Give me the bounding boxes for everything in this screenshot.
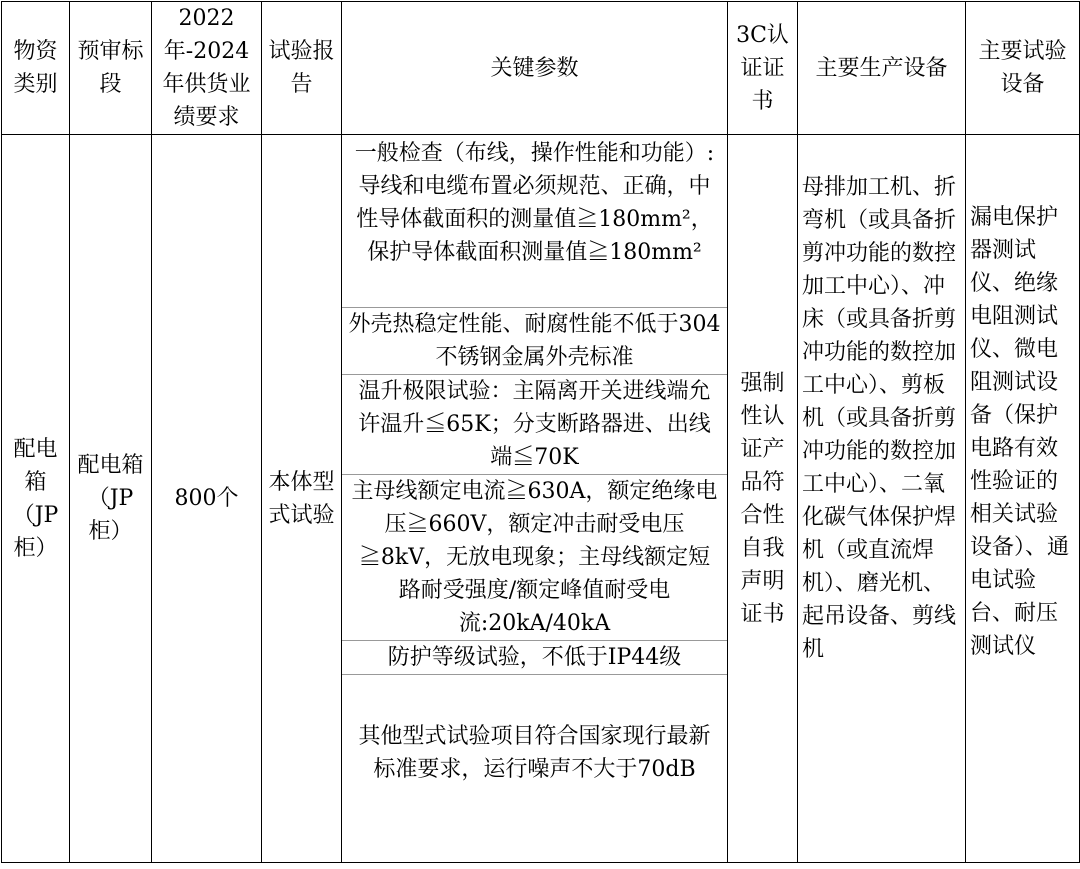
param-5: 防护等级试验，不低于IP44级: [342, 641, 727, 675]
cell-category: 配电箱（JP柜）: [2, 135, 70, 863]
param-6: 其他型式试验项目符合国家现行最新标准要求，运行噪声不大于70dB: [358, 724, 711, 782]
header-section: 预审标段: [70, 2, 152, 135]
param-4: 主母线额定电流≧630A，额定绝缘电压≧660V，额定冲击耐受电压≧8kV，无放电现象；主母线额定短路耐受强度/额定峰值耐受电流:20kA/40kA: [342, 475, 727, 641]
param-3: 温升极限试验：主隔离开关进线端允许温升≦65K；分支断路器进、出线端≦70K: [342, 375, 727, 475]
param-2: 外壳热稳定性能、耐腐性能不低于304不锈钢金属外壳标准: [342, 308, 727, 375]
header-test-equipment: 主要试验设备: [966, 2, 1080, 135]
cell-quantity: 800个: [152, 135, 262, 863]
cell-test-report: 本体型式试验: [262, 135, 342, 863]
param-1: [342, 135, 727, 308]
cell-3c-cert: 强制性认证产品符合性自我声明证书: [728, 135, 798, 863]
header-production-equipment: 主要生产设备: [798, 2, 966, 135]
cell-key-params: [342, 135, 728, 863]
header-category: 物资类别: [2, 2, 70, 135]
header-performance: 2022年-2024年供货业绩要求: [152, 2, 262, 135]
table-row: [2, 135, 1080, 863]
header-row: [2, 2, 1080, 135]
header-3c-cert: 3C认证证书: [728, 2, 798, 135]
param-1-text: 一般检查（布线，操作性能和功能）:导线和电缆布置必须规范、正确，中性导体截面积的测量值≧180mm²，保护导体截面积测量值≧180mm²: [354, 141, 715, 265]
cell-section: 配电箱（JP柜）: [70, 135, 152, 863]
cell-test-equipment: 漏电保护器测试仪、绝缘电阻测试仪、微电阻测试设备（保护电路有效性验证的相关试验设备）、通电试验台、耐压测试仪: [966, 135, 1080, 863]
header-test-report: 试验报告: [262, 2, 342, 135]
cell-production-equipment: 母排加工机、折弯机（或具备折剪冲功能的数控加工中心）、冲床（或具备折剪冲功能的数控加工中心）、剪板机（或具备折剪冲功能的数控加工中心）、二氧化碳气体保护焊机（或直流焊机）、磨光机、起吊设备、剪线机: [798, 135, 966, 863]
spec-table: [1, 1, 1080, 863]
header-key-params: 关键参数: [342, 2, 728, 135]
